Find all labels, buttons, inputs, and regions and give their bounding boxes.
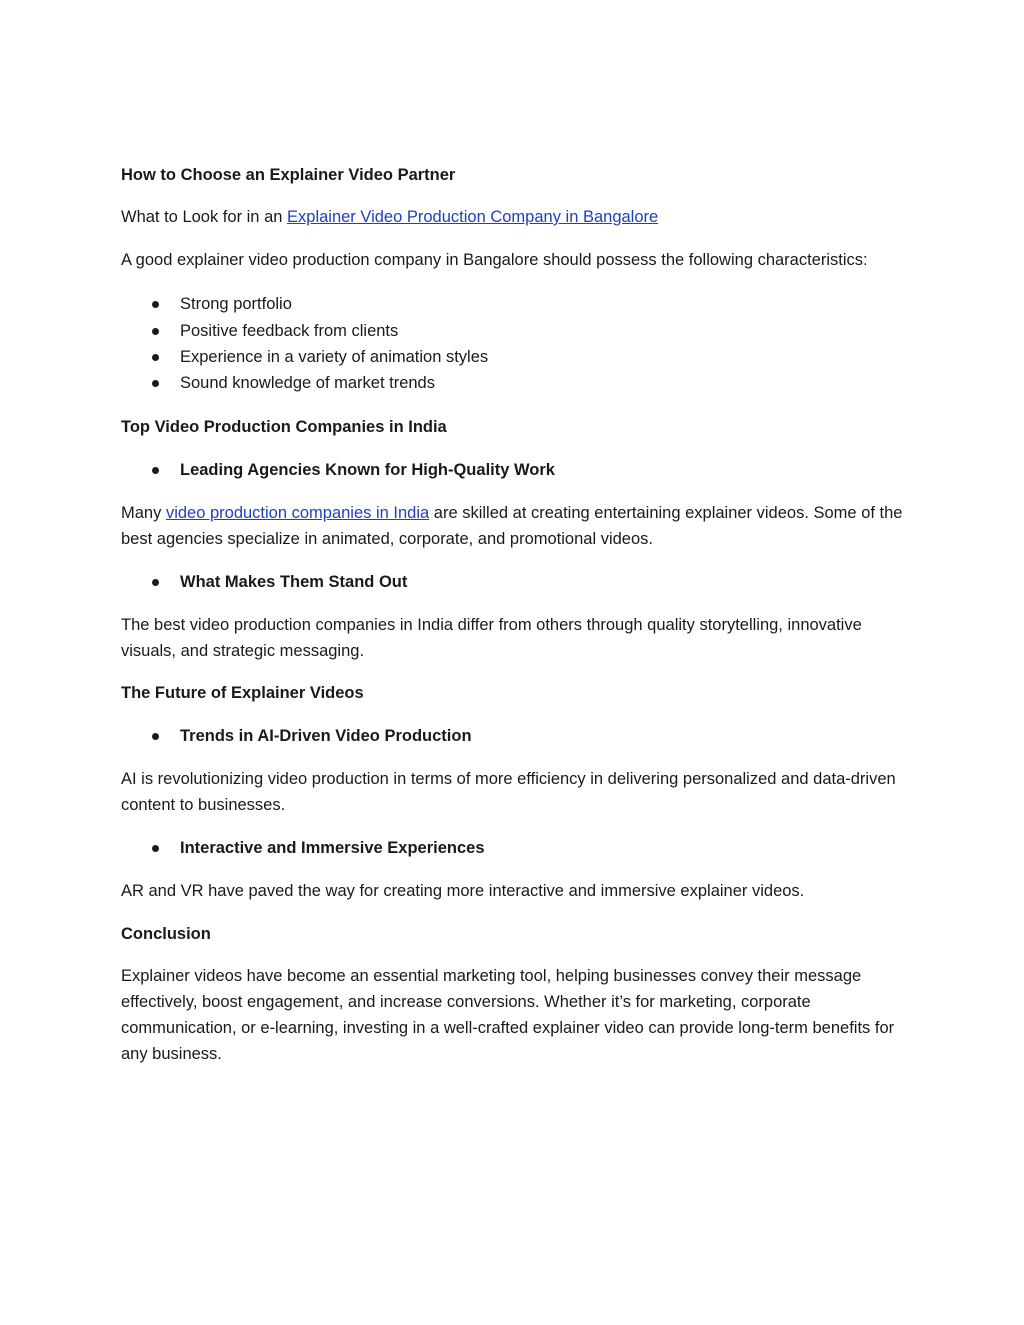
video-companies-india-link[interactable]: video production companies in India <box>165 504 430 522</box>
look-for-line <box>121 204 658 230</box>
bullet-icon <box>152 733 159 740</box>
agencies-suffix: are skilled at creating entertaining explainer videos. Some of the best agencies specialize in animated, corporate, and promotional videos. <box>121 504 903 548</box>
standout-paragraph: The best video production companies in India differ from others through quality storytelling, innovative visuals, and strategic messaging. <box>121 616 862 660</box>
list-item-text: Positive feedback from clients <box>180 322 399 340</box>
conclusion-paragraph: Explainer videos have become an essential marketing tool, helping businesses convey their message effectively, boost engagement, and increase conversions. Whether it’s for marketing, corporate communication, or e-learning, investing in a well-crafted explainer video can provide long-term benefits for any business. <box>121 967 895 1063</box>
subheading-ai-text: Trends in AI-Driven Video Production <box>180 727 472 745</box>
list-item-text: Sound knowledge of market trends <box>180 374 435 392</box>
intro-text: A good explainer video production company in Bangalore should possess the following characteristics: <box>121 251 868 269</box>
agencies-paragraph <box>121 500 906 552</box>
subheading-agencies-text: Leading Agencies Known for High-Quality Work <box>180 461 555 479</box>
heading-top-companies: Top Video Production Companies in India <box>121 418 447 436</box>
explainer-bangalore-link[interactable]: Explainer Video Production Company in Bangalore <box>287 208 659 226</box>
subheading-standout-text: What Makes Them Stand Out <box>180 573 408 591</box>
bullet-icon <box>152 301 159 308</box>
bullet-icon <box>152 380 159 387</box>
heading-future: The Future of Explainer Videos <box>121 684 364 702</box>
list-item-text: Experience in a variety of animation styles <box>180 348 489 366</box>
agencies-prefix: Many <box>121 504 166 522</box>
heading-conclusion: Conclusion <box>121 925 211 943</box>
bullet-icon <box>152 354 159 361</box>
bullet-icon <box>152 467 159 474</box>
look-for-prefix: What to Look for in an <box>121 208 288 226</box>
list-item-text: Strong portfolio <box>180 295 292 313</box>
bullet-icon <box>152 845 159 852</box>
bullet-icon <box>152 328 159 335</box>
subheading-interactive-text: Interactive and Immersive Experiences <box>180 839 485 857</box>
ai-paragraph: AI is revolutionizing video production in terms of more efficiency in delivering personalized and data-driven content to businesses. <box>121 770 896 814</box>
heading-choose-partner: How to Choose an Explainer Video Partner <box>121 166 456 184</box>
interactive-paragraph: AR and VR have paved the way for creating more interactive and immersive explainer videos. <box>121 882 805 900</box>
bullet-icon <box>152 579 159 586</box>
